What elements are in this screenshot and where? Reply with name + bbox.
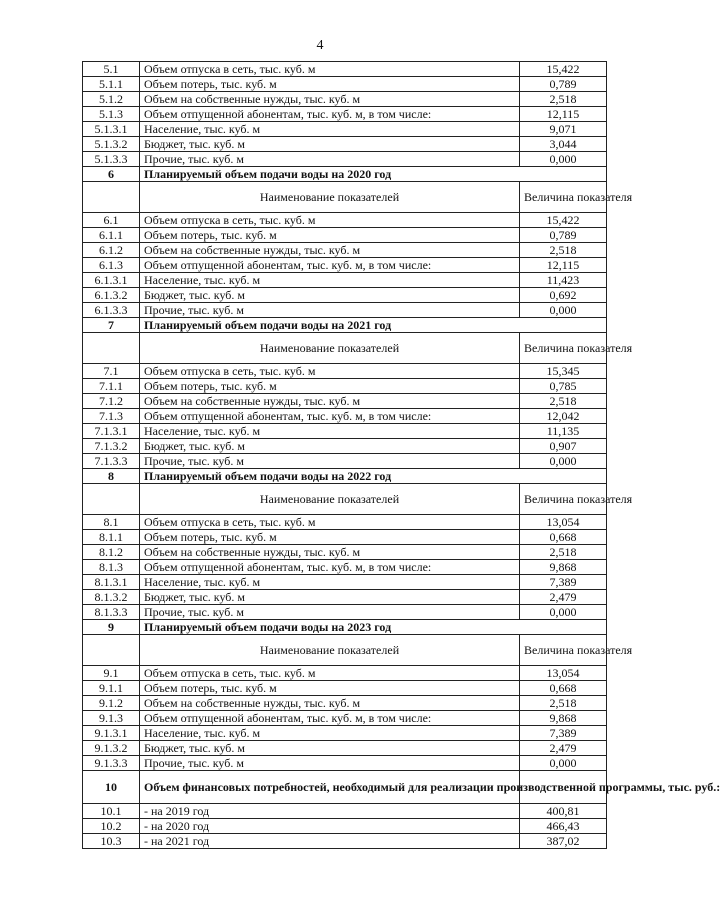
indicator-value: 11,423 [520, 273, 607, 288]
row-number: 9.1.1 [83, 681, 140, 696]
section-header-row [83, 182, 607, 213]
indicator-name: Население, тыс. куб. м [140, 122, 520, 137]
section-title-row [83, 318, 607, 333]
row-number: 5.1.3.3 [83, 152, 140, 167]
empty-cell [83, 182, 140, 213]
section-title: Планируемый объем подачи воды на 2022 год [140, 469, 607, 484]
row-number: 5.1.3.1 [83, 122, 140, 137]
indicator-value: 0,789 [520, 77, 607, 92]
table-row [83, 364, 607, 379]
indicator-value: 0,789 [520, 228, 607, 243]
row-number: 10.2 [83, 819, 140, 834]
column-header-name: Наименование показателей [140, 182, 520, 213]
indicator-name: Объем потерь, тыс. куб. м [140, 379, 520, 394]
section-title: Планируемый объем подачи воды на 2021 год [140, 318, 607, 333]
finance-title-row [83, 771, 607, 804]
column-header-value: Величина показателя [520, 635, 607, 666]
indicator-value: 3,044 [520, 137, 607, 152]
section-number: 10 [83, 771, 140, 804]
column-header-value: Величина показателя [520, 182, 607, 213]
indicator-name: Объем на собственные нужды, тыс. куб. м [140, 243, 520, 258]
row-number: 8.1.3.1 [83, 575, 140, 590]
row-number: 7.1.3.1 [83, 424, 140, 439]
row-number: 8.1.2 [83, 545, 140, 560]
indicator-value: 15,422 [520, 62, 607, 77]
indicator-value: 2,479 [520, 590, 607, 605]
row-number: 7.1 [83, 364, 140, 379]
indicator-value: 12,115 [520, 258, 607, 273]
indicator-name: Объем отпущенной абонентам, тыс. куб. м, в том числе: [140, 560, 520, 575]
row-number: 6.1.2 [83, 243, 140, 258]
indicator-name: Бюджет, тыс. куб. м [140, 590, 520, 605]
section-title: Планируемый объем подачи воды на 2020 год [140, 167, 607, 182]
section-number: 9 [83, 620, 140, 635]
indicator-value: 9,868 [520, 711, 607, 726]
row-number: 9.1 [83, 666, 140, 681]
table-row [83, 681, 607, 696]
indicator-name: Объем на собственные нужды, тыс. куб. м [140, 394, 520, 409]
indicator-value: 2,479 [520, 741, 607, 756]
indicator-name: Объем отпуска в сеть, тыс. куб. м [140, 213, 520, 228]
section-title-row [83, 620, 607, 635]
row-number: 6.1.3.1 [83, 273, 140, 288]
production-program-table [82, 61, 720, 849]
indicator-name: Прочие, тыс. куб. м [140, 152, 520, 167]
table-row [83, 696, 607, 711]
indicator-name: Объем потерь, тыс. куб. м [140, 77, 520, 92]
row-number: 9.1.3.1 [83, 726, 140, 741]
indicator-value: 15,422 [520, 213, 607, 228]
indicator-value: 11,135 [520, 424, 607, 439]
table-row [83, 213, 607, 228]
indicator-name: Прочие, тыс. куб. м [140, 605, 520, 620]
indicator-name: Объем отпуска в сеть, тыс. куб. м [140, 666, 520, 681]
table-row [83, 62, 607, 77]
section-title-row [83, 167, 607, 182]
row-number: 7.1.3.2 [83, 439, 140, 454]
table-row [83, 590, 607, 605]
indicator-value: 15,345 [520, 364, 607, 379]
table-row [83, 379, 607, 394]
indicator-name: Объем отпуска в сеть, тыс. куб. м [140, 364, 520, 379]
column-header-name: Наименование показателей [140, 484, 520, 515]
row-number: 7.1.3 [83, 409, 140, 424]
table-row [83, 804, 607, 819]
row-number: 8.1.3 [83, 560, 140, 575]
row-number: 6.1.3.2 [83, 288, 140, 303]
table-row [83, 530, 607, 545]
indicator-value: 0,000 [520, 303, 607, 318]
indicator-value: 13,054 [520, 515, 607, 530]
indicator-name: Объем потерь, тыс. куб. м [140, 228, 520, 243]
section-title-row [83, 469, 607, 484]
empty-cell [83, 635, 140, 666]
indicator-value: 2,518 [520, 696, 607, 711]
table-row [83, 605, 607, 620]
indicator-value: 9,868 [520, 560, 607, 575]
indicator-name: Бюджет, тыс. куб. м [140, 741, 520, 756]
indicator-name: Объем потерь, тыс. куб. м [140, 681, 520, 696]
row-number: 8.1.3.3 [83, 605, 140, 620]
indicator-name: Население, тыс. куб. м [140, 424, 520, 439]
indicator-name: Прочие, тыс. куб. м [140, 454, 520, 469]
table-row [83, 303, 607, 318]
table-row [83, 834, 607, 849]
row-number: 5.1.3.2 [83, 137, 140, 152]
indicator-name: Бюджет, тыс. куб. м [140, 137, 520, 152]
section-number: 6 [83, 167, 140, 182]
table-row [83, 258, 607, 273]
table-row [83, 439, 607, 454]
indicator-name: - на 2021 год [140, 834, 520, 849]
row-number: 8.1.1 [83, 530, 140, 545]
indicator-value: 0,692 [520, 288, 607, 303]
indicator-value: 13,054 [520, 666, 607, 681]
column-header-name: Наименование показателей [140, 635, 520, 666]
table-row [83, 243, 607, 258]
column-header-value: Величина показателя [520, 333, 607, 364]
finance-title: Объем финансовых потребностей, необходимый для реализации производственной программы, тыс. руб.: [140, 771, 520, 804]
table-row [83, 819, 607, 834]
page-number: 4 [316, 38, 324, 53]
row-number: 9.1.3.2 [83, 741, 140, 756]
row-number: 10.1 [83, 804, 140, 819]
table-row [83, 424, 607, 439]
indicator-value: 0,000 [520, 605, 607, 620]
indicator-name: Население, тыс. куб. м [140, 575, 520, 590]
column-header-name: Наименование показателей [140, 333, 520, 364]
section-number: 7 [83, 318, 140, 333]
indicator-name: - на 2020 год [140, 819, 520, 834]
row-number: 9.1.3.3 [83, 756, 140, 771]
indicator-value: 2,518 [520, 394, 607, 409]
section-number: 8 [83, 469, 140, 484]
indicator-value: 9,071 [520, 122, 607, 137]
row-number: 7.1.2 [83, 394, 140, 409]
indicator-name: Объем отпущенной абонентам, тыс. куб. м, в том числе: [140, 258, 520, 273]
indicator-value: 0,000 [520, 756, 607, 771]
indicator-name: Население, тыс. куб. м [140, 726, 520, 741]
table-row [83, 515, 607, 530]
row-number: 8.1.3.2 [83, 590, 140, 605]
table-row [83, 666, 607, 681]
indicator-value: 0,668 [520, 681, 607, 696]
table-row [83, 137, 607, 152]
empty-cell [83, 484, 140, 515]
indicator-name: Объем на собственные нужды, тыс. куб. м [140, 545, 520, 560]
indicator-value: 387,02 [520, 834, 607, 849]
indicator-value: 0,000 [520, 454, 607, 469]
row-number: 10.3 [83, 834, 140, 849]
section-header-row [83, 333, 607, 364]
table-row [83, 741, 607, 756]
indicator-value: 7,389 [520, 575, 607, 590]
indicator-value: 466,43 [520, 819, 607, 834]
table-row [83, 545, 607, 560]
indicator-name: Объем отпущенной абонентам, тыс. куб. м, в том числе: [140, 711, 520, 726]
row-number: 9.1.2 [83, 696, 140, 711]
row-number: 5.1.2 [83, 92, 140, 107]
indicator-value: 2,518 [520, 545, 607, 560]
row-number: 6.1.3.3 [83, 303, 140, 318]
indicator-name: - на 2019 год [140, 804, 520, 819]
section-header-row [83, 484, 607, 515]
table-row [83, 228, 607, 243]
table-row [83, 726, 607, 741]
indicator-name: Объем на собственные нужды, тыс. куб. м [140, 696, 520, 711]
indicator-name: Прочие, тыс. куб. м [140, 756, 520, 771]
indicator-name: Объем отпуска в сеть, тыс. куб. м [140, 62, 520, 77]
table-row [83, 409, 607, 424]
section-header-row [83, 635, 607, 666]
indicator-name: Бюджет, тыс. куб. м [140, 439, 520, 454]
indicator-value: 0,668 [520, 530, 607, 545]
indicator-value: 7,389 [520, 726, 607, 741]
table-row [83, 107, 607, 122]
indicator-name: Объем отпущенной абонентам, тыс. куб. м, в том числе: [140, 409, 520, 424]
row-number: 6.1 [83, 213, 140, 228]
table-row [83, 756, 607, 771]
table-row [83, 575, 607, 590]
row-number: 8.1 [83, 515, 140, 530]
row-number: 7.1.1 [83, 379, 140, 394]
indicator-value: 2,518 [520, 92, 607, 107]
row-number: 6.1.3 [83, 258, 140, 273]
indicator-value: 0,907 [520, 439, 607, 454]
table-row [83, 711, 607, 726]
table-row [83, 122, 607, 137]
table-row [83, 394, 607, 409]
table-row [83, 77, 607, 92]
row-number: 5.1.3 [83, 107, 140, 122]
table-row [83, 92, 607, 107]
indicator-value: 12,115 [520, 107, 607, 122]
indicator-value: 0,000 [520, 152, 607, 167]
row-number: 6.1.1 [83, 228, 140, 243]
empty-cell [83, 333, 140, 364]
indicator-name: Объем отпущенной абонентам, тыс. куб. м, в том числе: [140, 107, 520, 122]
table-row [83, 288, 607, 303]
indicator-name: Объем на собственные нужды, тыс. куб. м [140, 92, 520, 107]
table-row [83, 152, 607, 167]
indicator-value: 0,785 [520, 379, 607, 394]
indicator-name: Объем отпуска в сеть, тыс. куб. м [140, 515, 520, 530]
section-title: Планируемый объем подачи воды на 2023 год [140, 620, 607, 635]
column-header-value: Величина показателя [520, 484, 607, 515]
row-number: 5.1 [83, 62, 140, 77]
indicator-value: 400,81 [520, 804, 607, 819]
table-row [83, 454, 607, 469]
indicator-name: Прочие, тыс. куб. м [140, 303, 520, 318]
row-number: 7.1.3.3 [83, 454, 140, 469]
indicator-name: Объем потерь, тыс. куб. м [140, 530, 520, 545]
indicator-value: 12,042 [520, 409, 607, 424]
table-row [83, 560, 607, 575]
indicator-name: Население, тыс. куб. м [140, 273, 520, 288]
row-number: 9.1.3 [83, 711, 140, 726]
table-row [83, 273, 607, 288]
indicator-name: Бюджет, тыс. куб. м [140, 288, 520, 303]
row-number: 5.1.1 [83, 77, 140, 92]
indicator-value: 2,518 [520, 243, 607, 258]
